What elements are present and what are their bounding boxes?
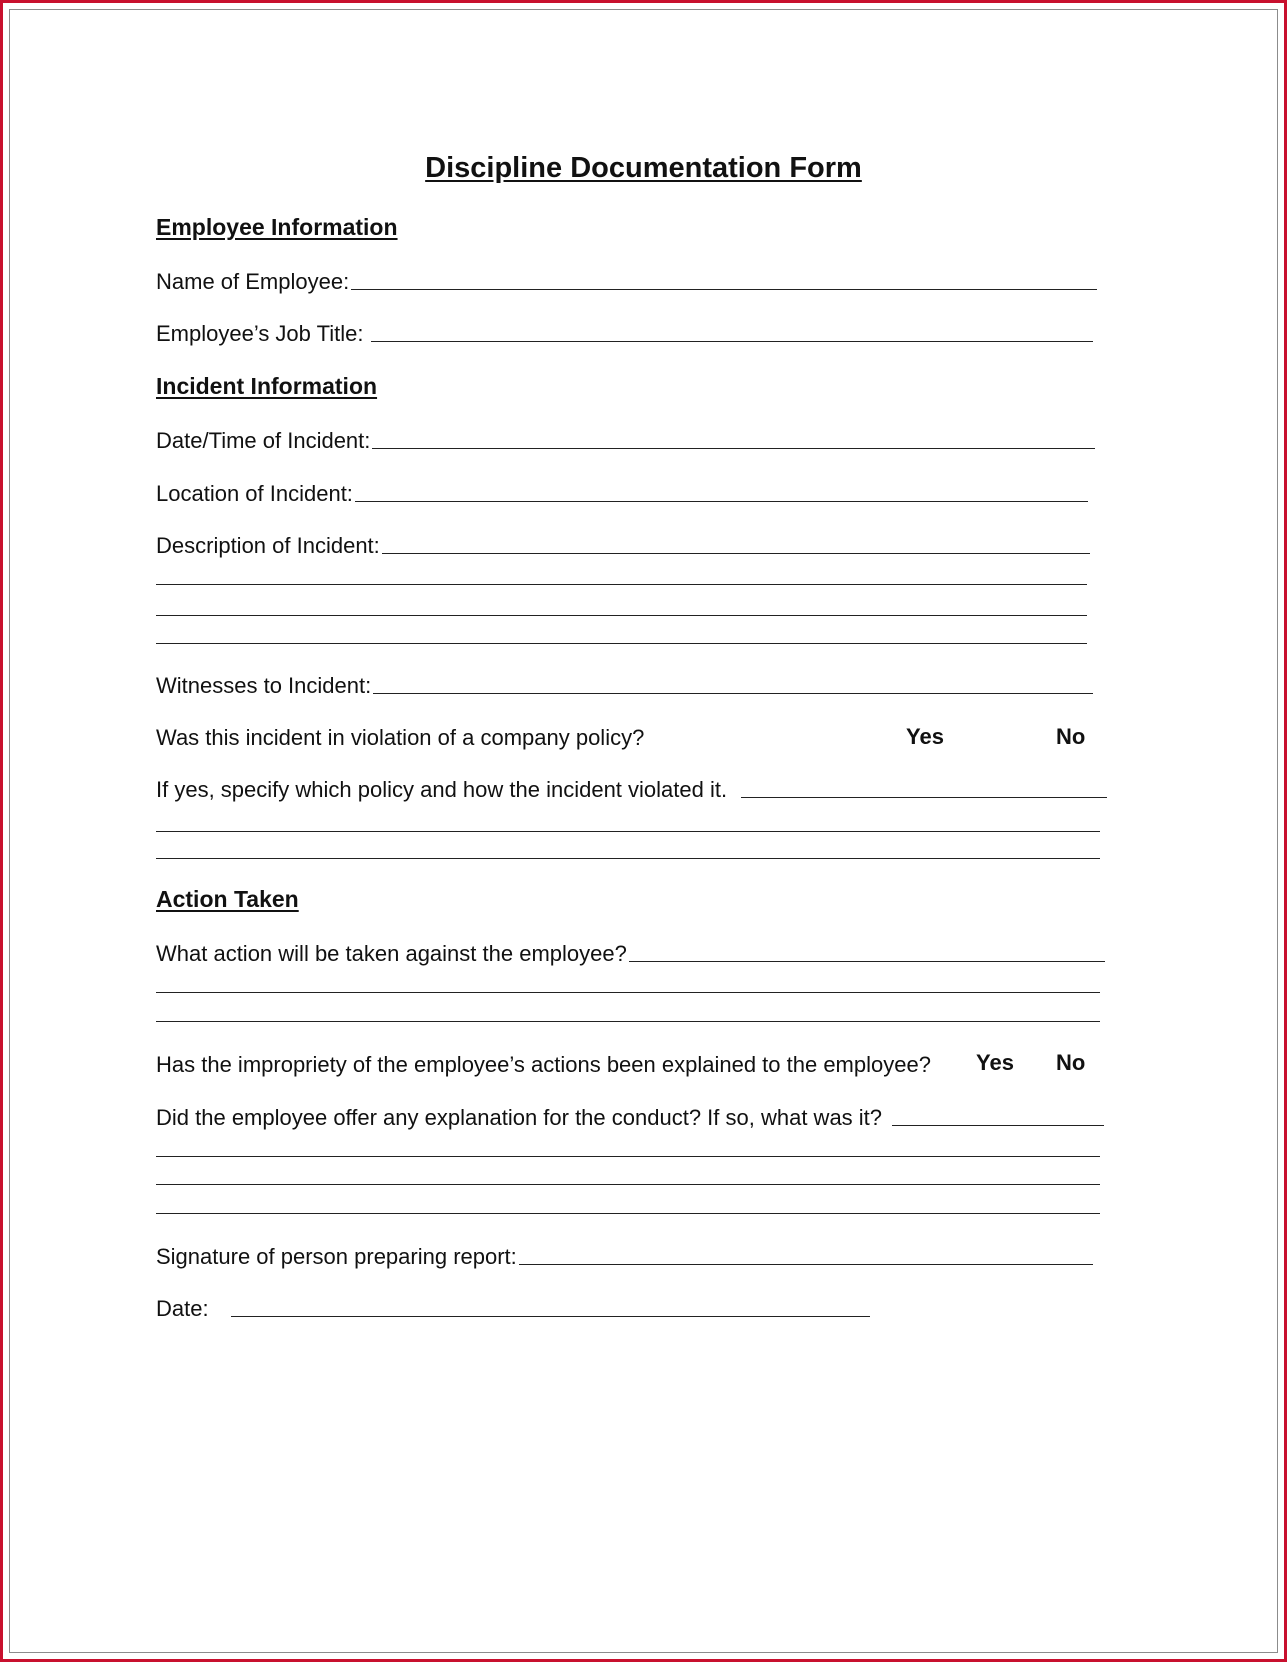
employee-info-heading: Employee Information: [156, 214, 398, 240]
action-field[interactable]: [156, 937, 1105, 967]
policy-violation-label: Was this incident in violation of a company policy?: [156, 725, 645, 750]
explanation-line-3[interactable]: [156, 1184, 1100, 1185]
policy-specify-line-3[interactable]: [156, 858, 1100, 859]
policy-specify-field[interactable]: [156, 773, 1107, 803]
action-line[interactable]: [629, 960, 1105, 962]
explanation-label: Did the employee offer any explanation for the conduct? If so, what was it?: [156, 1105, 883, 1130]
incident-datetime-line[interactable]: [372, 447, 1095, 449]
incident-description-line-4[interactable]: [156, 643, 1087, 644]
explanation-field[interactable]: [156, 1101, 1104, 1131]
action-taken-heading: Action Taken: [156, 886, 299, 912]
incident-description-line-2[interactable]: [156, 584, 1087, 585]
action-label: What action will be taken against the employee?: [156, 941, 627, 966]
policy-specify-line-2[interactable]: [156, 831, 1100, 832]
date-field[interactable]: [156, 1292, 870, 1322]
policy-specify-line[interactable]: [741, 796, 1107, 798]
incident-datetime-field[interactable]: [156, 424, 1095, 454]
incident-location-field[interactable]: [156, 477, 1088, 507]
job-title-line[interactable]: [371, 340, 1093, 342]
incident-witnesses-label: Witnesses to Incident:: [156, 673, 372, 698]
signature-line[interactable]: [519, 1263, 1093, 1265]
employee-name-line[interactable]: [351, 288, 1097, 290]
incident-location-label: Location of Incident:: [156, 481, 353, 506]
incident-witnesses-field[interactable]: [156, 669, 1093, 699]
explanation-line-4[interactable]: [156, 1213, 1100, 1214]
incident-location-line[interactable]: [355, 500, 1088, 502]
policy-specify-label: If yes, specify which policy and how the incident violated it.: [156, 777, 728, 802]
explained-no-option[interactable]: No: [1056, 1050, 1086, 1075]
incident-description-field[interactable]: [156, 529, 1090, 559]
explained-label: Has the impropriety of the employee’s actions been explained to the employee?: [156, 1052, 931, 1077]
job-title-field[interactable]: [156, 317, 1093, 347]
incident-info-heading: Incident Information: [156, 373, 378, 399]
incident-datetime-label: Date/Time of Incident:: [156, 428, 371, 453]
policy-violation-yes-option[interactable]: Yes: [906, 724, 944, 749]
policy-violation-question: [156, 721, 644, 751]
incident-description-label: Description of Incident:: [156, 533, 380, 558]
job-title-label: Employee’s Job Title:: [156, 321, 364, 346]
policy-violation-no-option[interactable]: No: [1056, 724, 1086, 749]
signature-label: Signature of person preparing report:: [156, 1244, 517, 1269]
date-line[interactable]: [231, 1315, 870, 1317]
signature-field[interactable]: [156, 1240, 1093, 1270]
action-line-3[interactable]: [156, 1021, 1100, 1022]
date-label: Date:: [156, 1296, 209, 1321]
incident-description-line[interactable]: [382, 552, 1090, 554]
explained-yes-option[interactable]: Yes: [976, 1050, 1014, 1075]
explanation-line[interactable]: [892, 1124, 1104, 1126]
explained-question: [156, 1048, 931, 1078]
employee-name-label: Name of Employee:: [156, 269, 350, 294]
incident-witnesses-line[interactable]: [373, 692, 1093, 694]
explanation-line-2[interactable]: [156, 1156, 1100, 1157]
employee-name-field[interactable]: [156, 265, 1097, 295]
form-title: Discipline Documentation Form: [425, 152, 862, 184]
action-line-2[interactable]: [156, 992, 1100, 993]
incident-description-line-3[interactable]: [156, 615, 1087, 616]
